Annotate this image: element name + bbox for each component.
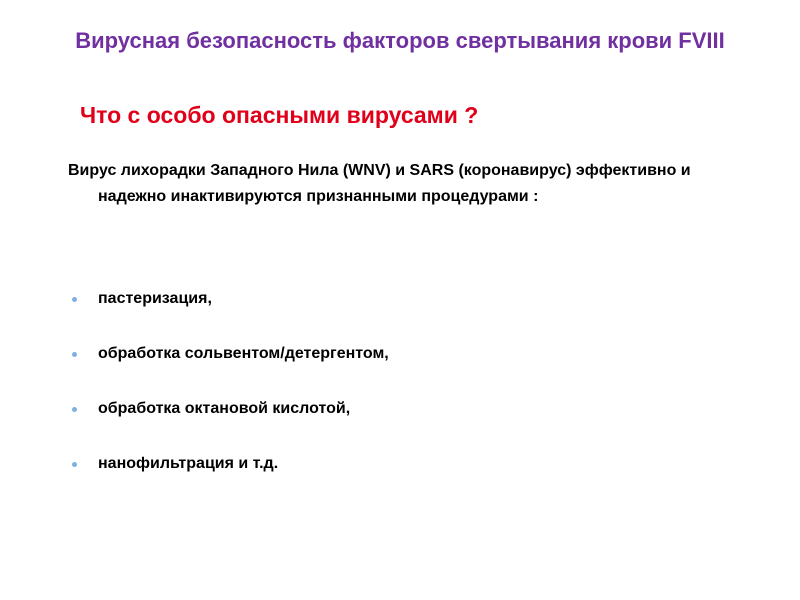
bullet-dot-icon: [72, 352, 77, 357]
list-item-text: нанофильтрация и т.д.: [98, 455, 279, 472]
bullet-dot-icon: [72, 462, 77, 467]
list-item-text: обработка октановой кислотой,: [98, 400, 351, 417]
inactivation-methods-list: [72, 286, 389, 506]
intro-paragraph: Вирус лихорадки Западного Нила (WNV) и SARS (коронавирус) эффективно и надежно инактивируются признанными процедурами :: [68, 162, 691, 205]
list-item: [72, 396, 389, 451]
list-item-text: пастеризация,: [98, 290, 212, 307]
list-item: [72, 286, 389, 341]
slide-title: Вирусная безопасность факторов свертывания крови FVIII: [75, 28, 725, 53]
bullet-dot-icon: [72, 297, 77, 302]
slide-subtitle: Что с особо опасными вирусами ?: [80, 102, 479, 128]
bullet-dot-icon: [72, 407, 77, 412]
list-item-text: обработка сольвентом/детергентом,: [98, 345, 389, 362]
list-item: [72, 341, 389, 396]
list-item: [72, 451, 389, 506]
